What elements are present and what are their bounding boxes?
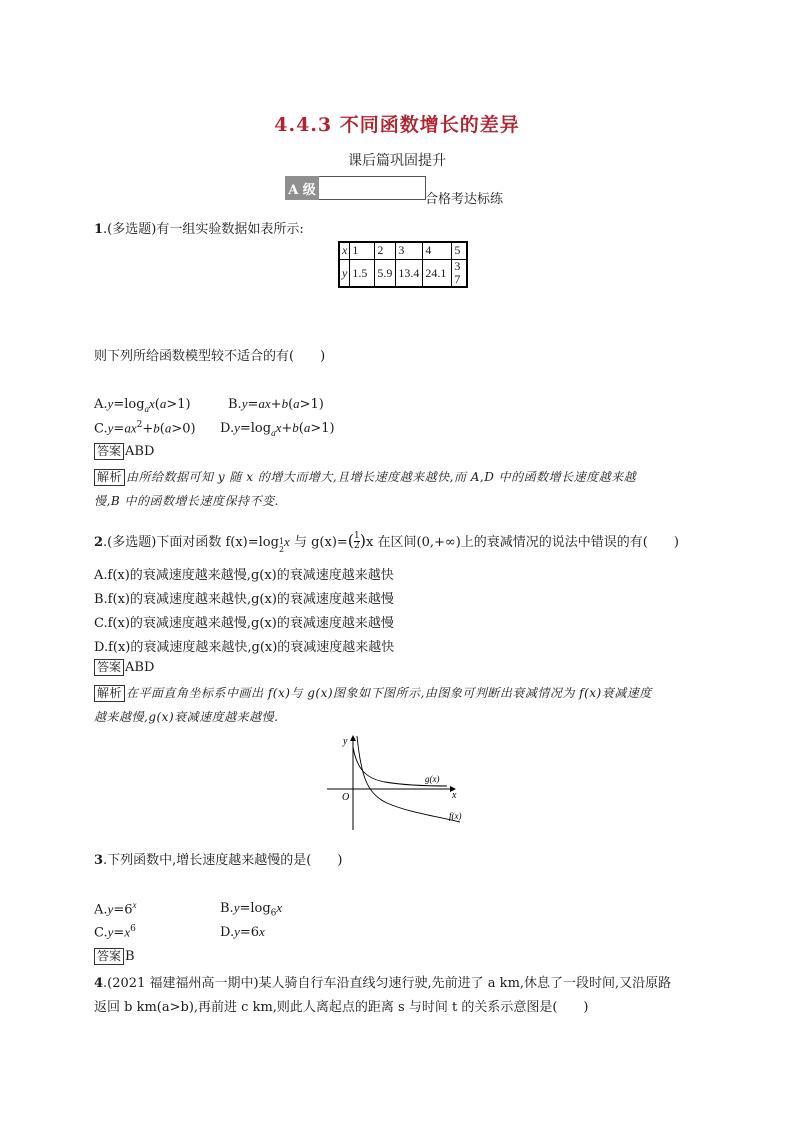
table-cell: 4 <box>423 242 452 260</box>
page-title: 4.4.3 不同函数增长的差异 <box>274 114 520 136</box>
section-subtitle: 课后篇巩固提升 <box>348 153 446 169</box>
table-cell: y <box>339 260 350 288</box>
data-table <box>338 241 468 288</box>
origin-label: O <box>342 792 350 803</box>
question-2-stem: 2.(多选题)下面对函数 f(x)=log1 2x 与 $g(x)=(\frac{1}{2})x$ 在区间(0,+∞)上的衰减情况的说法中错误的有( ) <box>94 531 679 554</box>
question-3-stem: 3.下列函数中,增长速度越来越慢的是( ) <box>94 853 343 868</box>
q2-option-c: C.f(x)的衰减速度越来越慢,g(x)的衰减速度越来越慢 <box>94 616 394 631</box>
base-fraction: $\frac{1}{2}$ <box>354 531 360 551</box>
table-cell: 2 <box>375 242 396 260</box>
log-base-fraction: 1 2 <box>278 537 285 554</box>
q1-option-c: $C.y=ax^2+b(a>0)$ <box>94 420 196 437</box>
table-row <box>339 242 467 260</box>
q1-option-b: B.y=ax+b(a>1) <box>228 396 324 412</box>
q3-option-a: $A.y=6^x$ <box>94 900 137 918</box>
analysis-tag: 解析 <box>94 469 125 486</box>
q3-answer: 答案 B <box>94 948 135 966</box>
answer-tag: 答案 <box>94 659 124 676</box>
q2-option-d: D.f(x)的衰减速度越来越快,g(x)的衰减速度越来越快 <box>94 640 395 655</box>
question-4-stem: 4.(2021 福建福州高一期中)某人骑自行车沿直线匀速行驶,先前进了 a km,休息了一段时间,又沿原路 返回 b km(a>b),再前进 c km,则此人离起点的距离 s 与时间 t 的关系示意图是( ) <box>94 976 672 1015</box>
q1-option-a: $A.y=\log_ax(a>1)$ <box>94 396 191 414</box>
answer-tag: 答案 <box>94 443 124 460</box>
q2-option-a: A.f(x)的衰减速度越来越慢,g(x)的衰减速度越来越快 <box>94 568 394 583</box>
table-row <box>339 260 467 288</box>
level-box <box>319 176 426 200</box>
g-curve-label: g(x) <box>425 774 440 784</box>
table-cell: 1.5 <box>350 260 375 288</box>
level-tail: 合格考达标练 <box>425 192 504 207</box>
answer-tag: 答案 <box>94 948 124 965</box>
table-cell: 24.1 <box>423 260 452 288</box>
table-cell: 13.4 <box>396 260 423 288</box>
table-cell: 1 <box>350 242 375 260</box>
table-cell: 5 <box>452 242 468 260</box>
q3-option-d: D.y=6x <box>220 924 265 940</box>
table-cell: 5.9 <box>375 260 396 288</box>
x-axis-label: x <box>452 790 457 801</box>
table-cell: x <box>339 242 350 260</box>
q3-option-c: $C.y=x^6$ <box>94 924 136 941</box>
q2-analysis: 解析 在平面直角坐标系中画出 f(x)与 g(x)图象如下图所示,由图象可判断出衰减情况为 f(x)衰减速度 越来越慢,g(x)衰减速度越来越慢. <box>94 686 652 724</box>
q1-analysis: 解析 由所给数据可知 y 随 x 的增大而增大,且增长速度越来越快,而 A,D 中的函数增长速度越来越 慢,B 中的函数增长速度保持不变. <box>94 470 637 508</box>
q2-option-b: B.f(x)的衰减速度越来越快,g(x)的衰减速度越来越慢 <box>94 592 394 607</box>
level-badge: A 级 <box>285 176 319 200</box>
q2-answer: 答案 ABD <box>94 659 154 677</box>
table-cell: 3 <box>396 242 423 260</box>
analysis-tag: 解析 <box>94 685 125 702</box>
decay-graph <box>325 732 475 832</box>
table-cell: 3 7 <box>452 260 468 288</box>
q1-option-d: $D.y=\log_ax+b(a>1)$ <box>220 420 335 438</box>
q1-answer: 答案 ABD <box>94 443 154 461</box>
question-1-stem: 1.(多选题)有一组实验数据如表所示: <box>94 222 304 237</box>
y-axis-label: y <box>343 736 348 747</box>
q3-option-b: $B.y=\log_6x$ <box>220 900 283 919</box>
question-1-prompt: 则下列所给函数模型较不适合的有( ) <box>94 349 326 364</box>
f-curve <box>357 736 460 822</box>
f-curve-label: f(x) <box>449 811 462 821</box>
